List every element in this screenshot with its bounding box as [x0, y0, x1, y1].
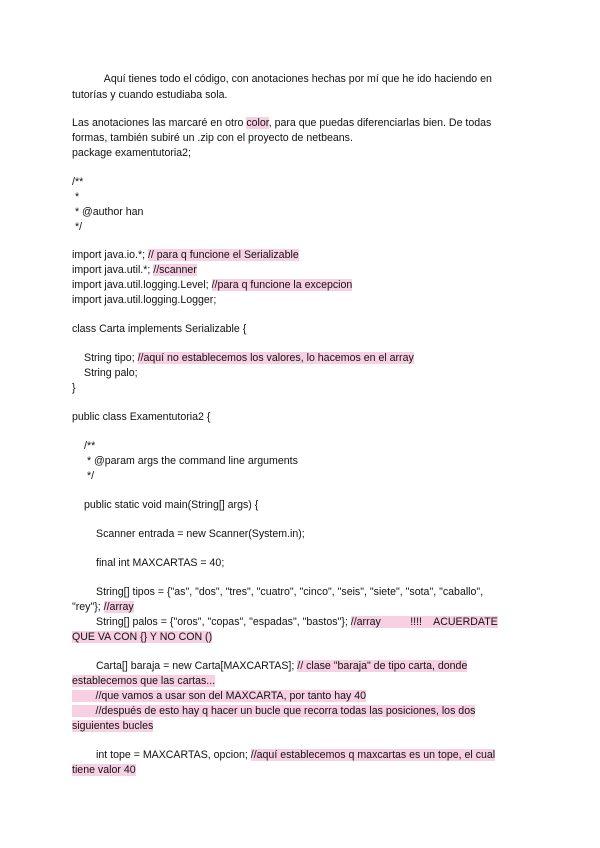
palos-line-1	[96, 615, 498, 629]
tipos-line-2	[72, 600, 134, 614]
field-tipo-note: //aquí no establecemos los valores, lo hacemos en el array	[137, 352, 414, 364]
palos-note-2: QUE VA CON {} Y NO CON ()	[72, 631, 213, 643]
baraja-line-1	[96, 659, 467, 673]
code-package: package examentutoria2;	[72, 147, 191, 159]
intro-line-3-c: , para que puedas diferenciarlas bien. De todas	[268, 117, 492, 129]
import-1-note: // para q funcione el Serializable	[147, 249, 299, 261]
baraja-line-3	[72, 689, 366, 703]
intro-line-1: Aquí tienes todo el código, con anotaciones hechas por mí que he ido haciendo en	[72, 73, 492, 85]
import-line-2	[72, 263, 197, 277]
class-carta: class Carta implements Serializable {	[72, 323, 247, 335]
doc-comment-3: */	[84, 470, 95, 482]
class-close: }	[72, 382, 76, 394]
maxcartas-line: final int MAXCARTAS = 40;	[96, 557, 225, 569]
baraja-line-5	[72, 719, 153, 733]
import-line-4: import java.util.logging.Logger;	[72, 294, 217, 306]
import-3: import java.util.logging.Level;	[72, 279, 212, 291]
tope-line-1	[96, 748, 495, 762]
tope-note-1: //aquí establecemos q maxcartas es un tope, el cual	[250, 749, 496, 761]
intro-line-4: formas, también subiré un .zip con el proyecto de netbeans.	[72, 132, 353, 144]
baraja-note-2: establecemos que las cartas...	[72, 675, 216, 687]
intro-line-3	[72, 116, 491, 130]
code-comment-2: *	[72, 191, 80, 203]
baraja-line-2	[72, 674, 215, 688]
scanner-line: Scanner entrada = new Scanner(System.in);	[96, 528, 305, 540]
tope-line-1-code: int tope = MAXCARTAS, opcion;	[96, 749, 251, 761]
palos-note-1: //array !!!! ACUERDATE	[350, 616, 498, 628]
field-palo: String palo;	[84, 367, 138, 379]
baraja-line-4	[72, 704, 475, 718]
code-comment-1: /**	[72, 176, 84, 188]
baraja-note-1: // clase "baraja" de tipo carta, donde	[297, 660, 468, 672]
baraja-note-3: //que vamos a usar son del MAXCARTA, por tanto hay 40	[72, 690, 367, 702]
import-2: import java.util.*;	[72, 264, 154, 276]
import-line-3	[72, 278, 352, 292]
code-comment-3: * @author han	[72, 206, 144, 218]
import-1: import java.io.*;	[72, 249, 148, 261]
baraja-note-4: //después de esto hay q hacer un bucle que recorra todas las posiciones, los dos	[72, 705, 476, 717]
baraja-line-1-code: Carta[] baraja = new Carta[MAXCARTAS];	[96, 660, 298, 672]
import-3-note: //para q funcione la excepcion	[211, 279, 353, 291]
tipos-line-2-code: "rey"};	[72, 601, 104, 613]
code-comment-4: */	[72, 221, 83, 233]
import-2-note: //scanner	[153, 264, 197, 276]
tope-note-2: tiene valor 40	[72, 764, 136, 776]
tipos-note: //array	[103, 601, 134, 613]
tipos-line-1: String[] tipos = {"as", "dos", "tres", "cuatro", "cinco", "seis", "siete", "sota", "caballo",	[96, 586, 484, 598]
field-tipo-code: String tipo;	[84, 352, 138, 364]
doc-comment-1: /**	[84, 440, 96, 452]
intro-color-word: color	[246, 117, 269, 129]
palos-line-2	[72, 630, 212, 644]
doc-comment-2: * @param args the command line arguments	[84, 455, 298, 467]
palos-line-1-code: String[] palos = {"oros", "copas", "espadas", "bastos"};	[96, 616, 351, 628]
field-tipo	[84, 351, 414, 365]
import-line-1	[72, 248, 299, 262]
class-examen: public class Examentutoria2 {	[72, 411, 211, 423]
intro-line-2: tutorías y cuando estudiaba sola.	[72, 89, 228, 101]
tope-line-2	[72, 763, 136, 777]
intro-line-3-a: Las anotaciones las marcaré en otro	[72, 117, 247, 129]
baraja-note-5: siguientes bucles	[72, 720, 154, 732]
main-method: public static void main(String[] args) {	[84, 499, 259, 511]
